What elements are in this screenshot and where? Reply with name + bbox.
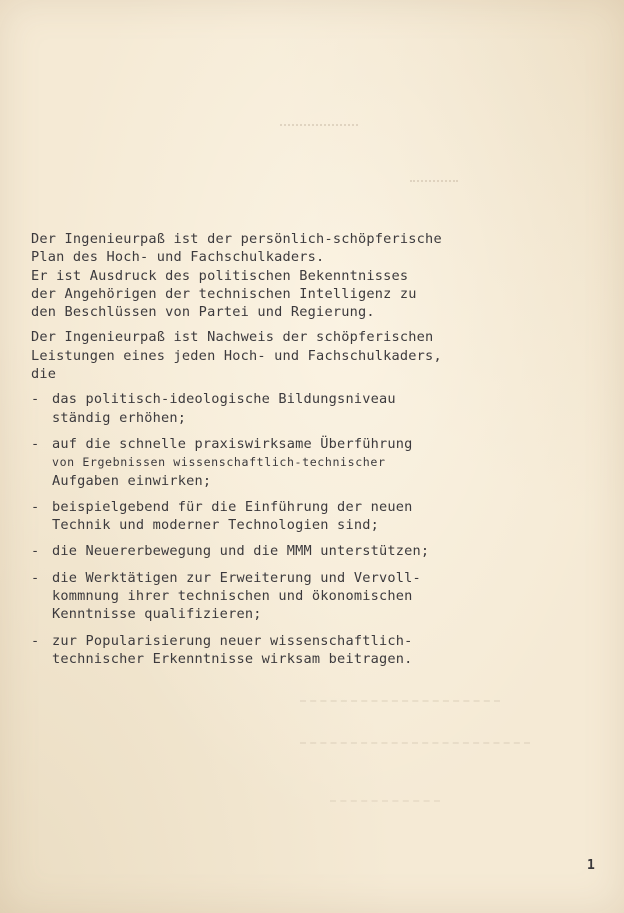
- dash-bullet: -: [31, 632, 40, 649]
- text-line: das politisch-ideologische Bildungsniveau: [52, 391, 396, 408]
- text-line: kommnung ihrer technischen und ökonomischen: [52, 588, 413, 605]
- list-item: [31, 390, 591, 427]
- text-line: Aufgaben einwirken;: [52, 472, 212, 489]
- text-line: Kenntnisse qualifizieren;: [52, 606, 262, 623]
- text-line: Er ist Ausdruck des politischen Bekenntnisses: [31, 267, 409, 284]
- dash-bullet: -: [31, 435, 40, 452]
- list-item: [31, 569, 591, 624]
- show-through-mark: [410, 180, 458, 184]
- obligations-list: [31, 390, 591, 668]
- list-item: [31, 632, 591, 669]
- text-line: die Werktätigen zur Erweiterung und Vervoll-: [52, 569, 421, 586]
- text-line: beispielgebend für die Einführung der neuen: [52, 498, 413, 515]
- dash-bullet: -: [31, 543, 40, 560]
- text-line: Plan des Hoch- und Fachschulkaders.: [31, 249, 325, 266]
- show-through-mark: [300, 700, 500, 704]
- text-line: die Neuererbewegung und die MMM unterstützen;: [52, 543, 430, 560]
- body-text: [31, 230, 591, 676]
- show-through-mark: [300, 742, 530, 746]
- list-item: [31, 542, 591, 560]
- show-through-mark: [330, 800, 440, 804]
- text-line: ständig erhöhen;: [52, 409, 187, 426]
- text-line: Technik und moderner Technologien sind;: [52, 517, 379, 534]
- show-through-mark: [280, 124, 358, 128]
- dash-bullet: -: [31, 569, 40, 586]
- dash-bullet: -: [31, 391, 40, 408]
- text-line: Der Ingenieurpaß ist der persönlich-schöpferische: [31, 231, 442, 247]
- text-line: von Ergebnissen wissenschaftlich-technischer: [52, 455, 386, 470]
- text-line: Leistungen eines jeden Hoch- und Fachschulkaders,: [31, 347, 442, 364]
- list-item: [31, 498, 591, 535]
- text-line: Der Ingenieurpaß ist Nachweis der schöpferischen: [31, 329, 434, 346]
- text-line: der Angehörigen der technischen Intelligenz zu: [31, 285, 417, 302]
- text-line: die: [31, 366, 57, 383]
- text-line: auf die schnelle praxiswirksame Überführung: [52, 435, 413, 452]
- list-item: [31, 435, 591, 490]
- lead-in-paragraph: [31, 328, 591, 383]
- dash-bullet: -: [31, 498, 40, 515]
- intro-paragraph: [31, 230, 591, 321]
- text-line: technischer Erkenntnisse wirksam beitragen.: [52, 650, 413, 667]
- text-line: zur Popularisierung neuer wissenschaftlich-: [52, 632, 413, 649]
- page-number: 1: [587, 858, 595, 873]
- text-line: den Beschlüssen von Partei und Regierung.: [31, 304, 375, 321]
